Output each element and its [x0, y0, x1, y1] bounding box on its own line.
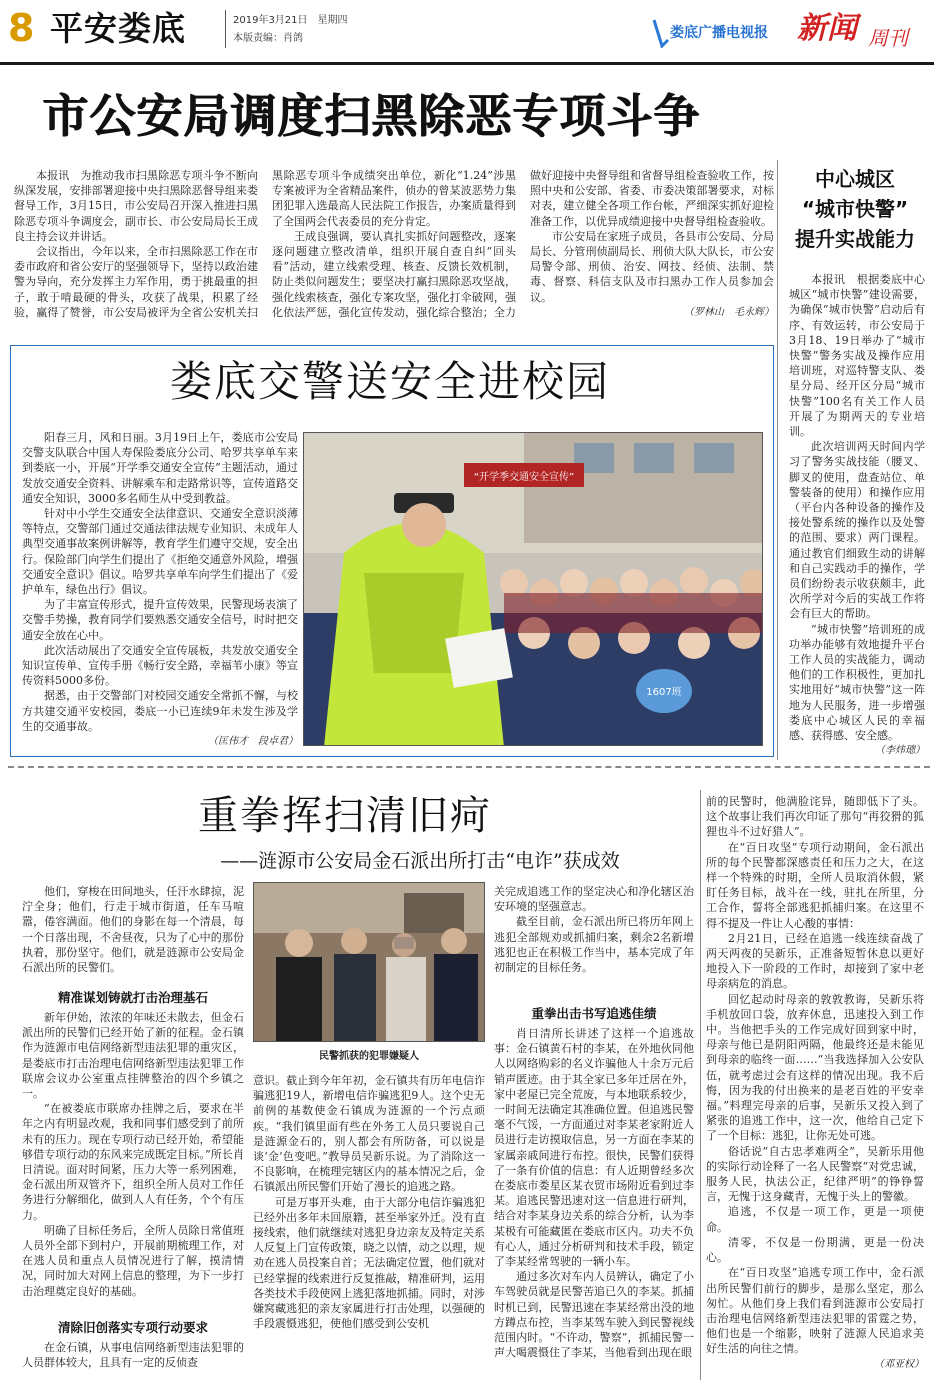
- sidebar-credit: （李炜璁）: [875, 745, 925, 757]
- article3-column2: [253, 1073, 485, 1386]
- school-banner-text: “开学季交通安全宣传”: [473, 472, 575, 483]
- article2-paragraph: 为了丰富宣传形式，提升宣传效果，民警现场表演了交警手势操，教育同学们要熟悉交通安全信号，时时把交通安全放在心中。: [22, 598, 298, 642]
- slash-icon: [652, 18, 670, 48]
- sidebar-title-line: 中心城区: [815, 167, 895, 191]
- article3-credit: （邓亚权）: [874, 1358, 924, 1370]
- article3-section1: [22, 1010, 244, 1313]
- column-divider: [777, 160, 778, 760]
- article3-paragraph: 截至目前，金石派出所已将历年网上逃犯全部规劝或抓捕归案，剩余2名新增逃犯也正在积极工作当中，基本完成了年初制定的目标任务。: [494, 915, 694, 975]
- article3-subhead-2: 清除旧创落实专项行动要求: [57, 1320, 208, 1335]
- article2-paragraph: 阳春三月，风和日丽。3月19日上午，娄底市公安局交警支队联合中国人寿保险娄底分公司、哈罗共享单车来到娄底一小，开展“开学季交通安全宣传”主题活动，通过发放交通安全资料、讲解乘车和走路常识等，宣传道路交通安全知识，3000多名师生从中受到教益。: [22, 431, 298, 505]
- article2-body: [22, 430, 298, 746]
- article3-paragraph: 关完成追逃工作的坚定决心和净化辖区治安环境的坚强意志。: [494, 885, 694, 914]
- article1-headline: 市公安局调度扫黑除恶专项斗争: [42, 89, 700, 143]
- class-badge: 1607班: [646, 687, 682, 698]
- article3-column4: [706, 794, 924, 1386]
- article2-paragraph: 此次活动展出了交通安全宣传展板，共发放交通安全知识宣传单、宣传手册《畅行安全路，幸福苇小康》等宣传资料5000多份。: [22, 643, 298, 688]
- article3-paragraph: 俗话说“自古忠孝难两全”，吴新乐用他的实际行动诠释了一名人民警察“对党忠诚，服务人民，执法公正，纪律严明”的铮铮誓言，无愧于这身藏青，无愧于头上的警徽。: [706, 1144, 924, 1204]
- article2-credit: （匡伟才 段卓君）: [208, 736, 298, 746]
- page-number: 8: [8, 6, 35, 50]
- column-divider: [700, 790, 701, 1380]
- article3-paragraph: 回忆起动时母亲的敦敦教诲，吴新乐将手机放回口袋，放弃休息，迅速投入到工作中。当他把手头的工作完成好回到家中时，母亲与他已是阴阳两隔，他最终还是未能见到母亲的临终一面……“当我选择加入公安队伍，就考虑过会有这样的情况出现。我不后悔，因为我的付出换来的是老百姓的平安幸福。”料理完母亲的后事，吴新乐又投入到了紧张的追逃工作中，这一次，他给自己定下了一个目标：逃犯，让你无处可逃。: [706, 992, 924, 1143]
- traffic-police-photo: [303, 432, 763, 746]
- article3-paragraph: 清零，不仅是一份期满，更是一份决心。: [706, 1235, 924, 1265]
- suspect-photo-image: [254, 883, 485, 1042]
- article1-paragraph: 王成良强调，要认真扎实抓好问题整改，逐案逐问题建立整改清单，组织开展自查自纠“回头看”活动，建立线索受理、核查、反馈长效机制，防止类似问题发生；要坚决打赢扫黑除恶攻坚战，强化线索核查，强化专案攻坚，强化打伞破网，强化依法严惩，强化宣传发动，强化综合整治；全力做好迎接中央督导组和省督导组检查验收工作，按照中央和公安部、省委、市委决策部署要求，对标对表，建立健全各项工作台帐，严细深实抓好迎检准备工作，以优异成绩迎接中央督导组检查验收。: [272, 169, 774, 319]
- article3-subhead-1: 精准谋划铸就打击治理基石: [57, 990, 208, 1005]
- issue-date: 2019年3月21日 星期四: [233, 15, 348, 26]
- photo-caption: 民警抓获的犯罪嫌疑人: [319, 1051, 419, 1062]
- sidebar-title-line: “城市快警”: [801, 197, 909, 221]
- article3-paragraph: 可是万事开头难，由于大部分电信诈骗逃犯已经外出多年未回原籍，甚至举家外迁。没有直接线索，他们就继续对逃犯身边亲友及特定关系人反复上门宣传政策，晓之以情，动之以理，规劝在逃人员投案自首；无法确定位置，他们就对已经掌握的线索进行反复推敲，精准研判，运用各类技术手段使网上逃犯落地抓捕。同时，对涉嫌窝藏逃犯的亲友家属进行打击处理，以强硬的手段震慑逃犯，使他们感受到公安机: [253, 1195, 485, 1331]
- brand-logo: 新闻: [797, 11, 857, 46]
- article2-paragraph: 针对中小学生交通安全法律意识、交通安全意识淡薄等特点，交警部门通过交通法律法规专业知识、未成年人典型交通事故案例讲解等，教育学生们遵守交规，安全出行。保险部门向学生们提出了《拒绝交通意外风险，增强交通安全意识》倡议。哈罗共享单车向学生们提出了《爱护单车，绿色出行》倡议。: [22, 507, 298, 597]
- article3-section2-start: [22, 1340, 244, 1386]
- article3-paragraph: 通过多次对车内人员辨认，确定了小车驾驶员就是民警苦追已久的李某。抓捕时机已到，民警迅速在李某经常出没的地方蹲点布控，当李某驾车驶入到民警视线范围内时。“不许动，警察”，抓捕民警一声大喝震慑住了李某，当他看到出现在眼: [494, 1270, 694, 1360]
- article1-paragraph: 市公安局在家班子成员，各县市公安局、分局局长、分管刑侦副局长、刑侦大队大队长，市公安局警令部、刑侦、治安、网技、经侦、法制、禁毒、督察、科信支队及市扫黑办工作人员参加会议。: [530, 229, 774, 304]
- article3-paragraph: 意识。截止到今年年初，金石镇共有历年电信诈骗逃犯19人，新增电信诈骗逃犯9人。这个史无前例的基数使金石镇成为涟源的一个污点顽疾。“我们镇里面有些在外务工人员只要说自己是涟源金石的，别人都会有所防备，可以说是谈‘金’色变吧。”教导员吴新乐说。为了消除这一不良影响，在梳理完辖区内的基本情况之后，金石镇派出所民警们开始了漫长的追逃之路。: [253, 1074, 485, 1194]
- article3-paragraph: 2月21日，已经在追逃一线连续奋战了两天两夜的吴新乐，正准备短暂休息以更好地投入下一阶段的工作时，却接到了家中老母亲病危的消息。: [706, 931, 924, 991]
- article1-credit: （罗林山 毛永辉）: [684, 306, 774, 318]
- article3-paragraph: 追逃，不仅是一项工作，更是一项使命。: [706, 1205, 924, 1234]
- traffic-police-photo-image: [304, 433, 763, 746]
- sidebar-paragraph: “城市快警”培训班的成功举办能够有效地提升平台工作人员的实战能力，调动他们的工作积极性，更加扎实地用好“城市快警”这一阵地为人民服务，进一步增强娄底中心城区人民的幸福感、获得感、安全感。: [789, 622, 925, 743]
- article3-paragraph: 在“百日攻坚”追逃专项工作中，金石派出所民警们前行的脚步，是那么坚定，那么匆忙。从他们身上我们看到涟源市公安局打击治理电信网络新型违法犯罪的雷霆之势，他们也是一个缩影，映射了涟源人民追求美好生活的向往之情。: [706, 1266, 924, 1356]
- editor-line: 本版责编：肖鸽: [233, 33, 303, 44]
- sidebar-title: [782, 164, 928, 254]
- article1-paragraph: 会议指出，今年以来，全市扫黑除恶工作在市委市政府和省公安厅的坚强领导下，坚持以政治建警为导向，充分发挥主力军作用，勇于挑最重的担子，敢于啃最硬的骨头，攻获了战果，积累了经验，赢得了赞誉，市公安局被评为全省公安机关扫黑除恶专项斗争成绩突出单位，新化“1.24”涉黑专案被评为全省精品案件，侦办的曾某波恶势力集团犯罪入选最高人民法院工作报告，办案质量得到了全国两会代表委员的充分肯定。: [14, 169, 516, 319]
- masthead-divider: [225, 10, 226, 48]
- masthead: [0, 0, 934, 62]
- article3-intro: [22, 884, 244, 980]
- article3-subhead-3: 重拳出击书写追逃佳绩: [531, 1006, 657, 1021]
- suspect-photo: [253, 882, 485, 1042]
- masthead-rule: [0, 62, 934, 65]
- section-rule: [8, 766, 930, 768]
- sidebar-title-line: 提升实战能力: [795, 227, 915, 251]
- article3-paragraph: 肖日清所长讲述了这样一个追逃故事：金石镇黄石村的李某，在外地伙同他人以网络购彩的名义诈骗他人十余万元后销声匿迹。由于其全家已多年迁居在外，家中老屋已完全荒废，与本地联系较少，一时间无法确定其准确位置。但追逃民警毫不气馁，一方面通过对李某老家附近人员进行走访摸取信息，另一方面在李某的家属亲戚间进行布控。很快，民警们获得了一条有价值的信息：有人近期曾经多次在娄底市娄星区某衣贸市场附近看到过李某。追逃民警迅速对这一信息进行研判，结合对李某身边关系的综合分析，认为李某极有可能藏匿在娄底市区内。功夫不负有心人，通过分析研判和技术手段，锁定了李某经常驾驶的一辆小车。: [494, 1027, 694, 1269]
- article3-paragraph: 他们，穿梭在田间地头，任汗水肆掠，泥泞全身；他们，行走于城市街道，任车马喧嚣，倦容满面。他们的身影在每一个清晨，每一个日落出现，不舍昼夜，只为了心中的那份执着，那份坚守。他们，就是涟源市公安局金石派出所的民警们。: [22, 885, 244, 975]
- sidebar-paragraph: 此次培训两天时间内学习了警务实战技能（腰叉、脚叉的使用，盘查站位、单警装备的使用）和操作应用（平台内各种设备的操作及接处警系统的操作以及处警的范围、要求）两门课程。通过教官们细致生动的讲解和自己实践动手的操作，学员们纷纷表示收获颇丰，此次所学对今后的实战工作将会有巨大的帮助。: [789, 440, 925, 621]
- article2-paragraph: 据悉，由于交警部门对校园交通安全常抓不懈，与校方共建交通平安校园，娄底一小已连续9年未发生涉及学生的交通事故。: [22, 689, 298, 733]
- article2-headline: 娄底交警送安全进校园: [169, 357, 610, 406]
- article3-paragraph: 在金石镇，从事电信网络新型违法犯罪的人员群体较大，且具有一定的反侦查: [22, 1341, 244, 1370]
- article3-paragraph: 在“百日攻坚”专项行动期间，金石派出所的每个民警都深感责任和压力之大，在这样一个特殊的时期，全所人员取消休假，紧盯任务目标，战斗在一线，驻扎在所里，分工合作，誓将全部逃犯抓捕归案。在这里不得不提及一件让人心酸的事情：: [706, 840, 924, 930]
- article3-paragraph: 新年伊始，浓浓的年味还未散去，但金石派出所的民警们已经开始了新的征程。金石镇作为涟源市电信网络新型违法犯罪的重灾区，是娄底市打击治理电信网络新型违法犯罪工作联席会议办公室重点挂牌整治的四个乡镇之一。: [22, 1011, 244, 1101]
- article3-paragraph: 明确了目标任务后，全所人员除日常值班人员外全部下到村户，开展前期梳理工作，对在逃人员和重点人员情况进行了解，摸清情况，同时加大对网上信息的整理，为下一步打击治理奠定良好的基础。: [22, 1223, 244, 1298]
- newspaper-source: 娄底广播电视报: [670, 25, 768, 41]
- section-title: 平安娄底: [50, 9, 186, 48]
- article3-paragraph: 前的民警时，他满脸诧异，随即低下了头。这个故事让我们再次印证了那句“再狡猾的狐狸也斗不过好猎人”。: [706, 795, 924, 839]
- article1-paragraph: 本报讯 为推动我市扫黑除恶专项斗争不断向纵深发展，安排部署迎接中央扫黑除恶督导组来娄督导工作，3月15日，市公安局召开深入推进扫黑除恶专项斗争调度会，副市长、市公安局局长王成良主持会议并讲话。: [14, 169, 258, 243]
- article3-subheadline: ——涟源市公安局金石派出所打击“电诈”获成效: [220, 850, 620, 872]
- sidebar-paragraph: 本报讯 根据娄底中心城区“城市快警”建设需要，为确保“城市快警”启动后有序、有效运转，市公安局于3月18、19日举办了“城市快警”警务实战及操作应用培训班，对巡特警支队、娄星分局、经开区分局“城市快警”100名有关工作人员开展了为期两天的专业培训。: [789, 273, 925, 439]
- article1-body: [14, 168, 774, 338]
- article3-headline: 重拳挥扫清旧疴: [198, 793, 492, 839]
- article3-column3-bottom: [494, 1026, 694, 1386]
- article3-column3-top: [494, 884, 694, 992]
- article3-paragraph: “在被娄底市联席办挂牌之后，要求在半年之内有明显改观，我和同事们感受到了前所未有的压力。现在专项行动已经开始，希望能够借专项行动的东风来完成既定目标。”所长肖日清说。面对时间紧，压力大等一系列困难，金石派出所双管齐下，组织全所人员对工作任务进行分解细化，做到人人有任务，个个有压力。: [22, 1102, 244, 1222]
- brand-suffix: 周刊: [868, 26, 908, 50]
- sidebar-body: [789, 272, 925, 760]
